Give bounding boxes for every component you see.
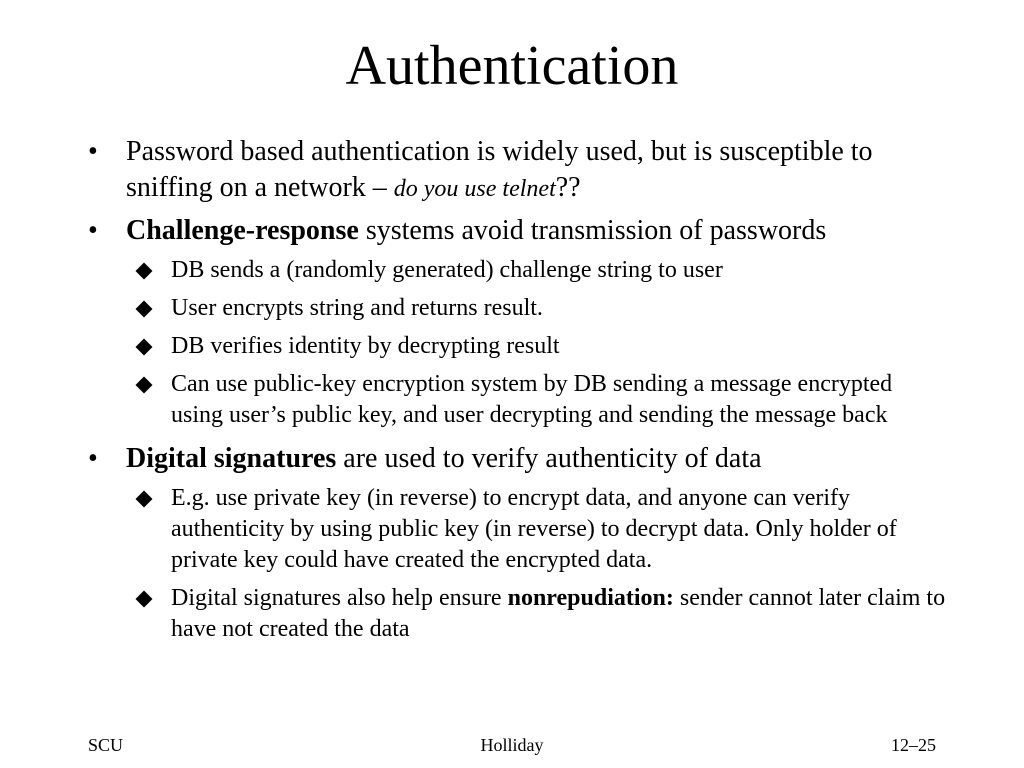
bullet-dot-icon: • <box>88 136 98 167</box>
sub-bullet-text-tail: sender cannot later claim to have not created the data <box>171 585 946 642</box>
bullet-digital-signatures <box>88 441 948 477</box>
slide-title: Authentication <box>345 35 679 97</box>
sub-bullet-text: DB verifies identity by decrypting result <box>171 333 560 359</box>
bullet-bold-term: Digital signatures <box>126 443 337 474</box>
footer-page-number: 12–25 <box>891 735 936 755</box>
diamond-bullet-icon <box>136 263 153 280</box>
bullet-text: Password based authentication is widely used, but is susceptible to sniffing on a network – <box>126 136 873 203</box>
sub-bullet-text: DB sends a (randomly generated) challenge string to user <box>171 257 723 283</box>
bullet-italic-text: do you use telnet <box>393 176 556 202</box>
sub-bullet-text: E.g. use private key (in reverse) to encrypt data, and anyone can verify authenticity by using public key (in reverse) to decrypt data. Only holder of private key could have created the encrypted data. <box>171 485 897 573</box>
bullet-challenge-response <box>88 213 948 249</box>
bullet-text: are used to verify authenticity of data <box>336 443 762 474</box>
sublist-digital-signatures <box>88 483 948 645</box>
sub-bullet-text: Digital signatures also help ensure <box>171 585 508 611</box>
sub-bullet <box>134 331 948 362</box>
sub-bullet <box>134 369 948 431</box>
bullet-text-tail: ?? <box>555 172 581 203</box>
sub-bullet <box>134 255 948 286</box>
slide-body <box>88 134 948 655</box>
diamond-bullet-icon <box>136 491 153 508</box>
sub-bullet <box>134 583 948 645</box>
diamond-bullet-icon <box>136 301 153 318</box>
sub-bullet <box>134 293 948 324</box>
diamond-bullet-icon <box>136 591 153 608</box>
bullet-dot-icon: • <box>88 443 98 474</box>
bullet-dot-icon: • <box>88 215 98 246</box>
diamond-bullet-icon <box>136 339 153 356</box>
bullet-bold-term: Challenge-response <box>126 215 359 246</box>
sub-bullet <box>134 483 948 576</box>
diamond-bullet-icon <box>136 377 153 394</box>
sublist-challenge-response <box>88 255 948 431</box>
sub-bullet-text: User encrypts string and returns result. <box>171 295 543 321</box>
sub-bullet-text: Can use public-key encryption system by DB sending a message encrypted using user’s public key, and user decrypting and sending the message back <box>171 371 893 428</box>
sub-bullet-bold-term: nonrepudiation: <box>507 585 674 611</box>
bullet-text: systems avoid transmission of passwords <box>358 215 827 246</box>
footer-author: Holliday <box>480 735 544 755</box>
bullet-password-auth <box>88 134 948 207</box>
footer-institution: SCU <box>88 735 124 755</box>
